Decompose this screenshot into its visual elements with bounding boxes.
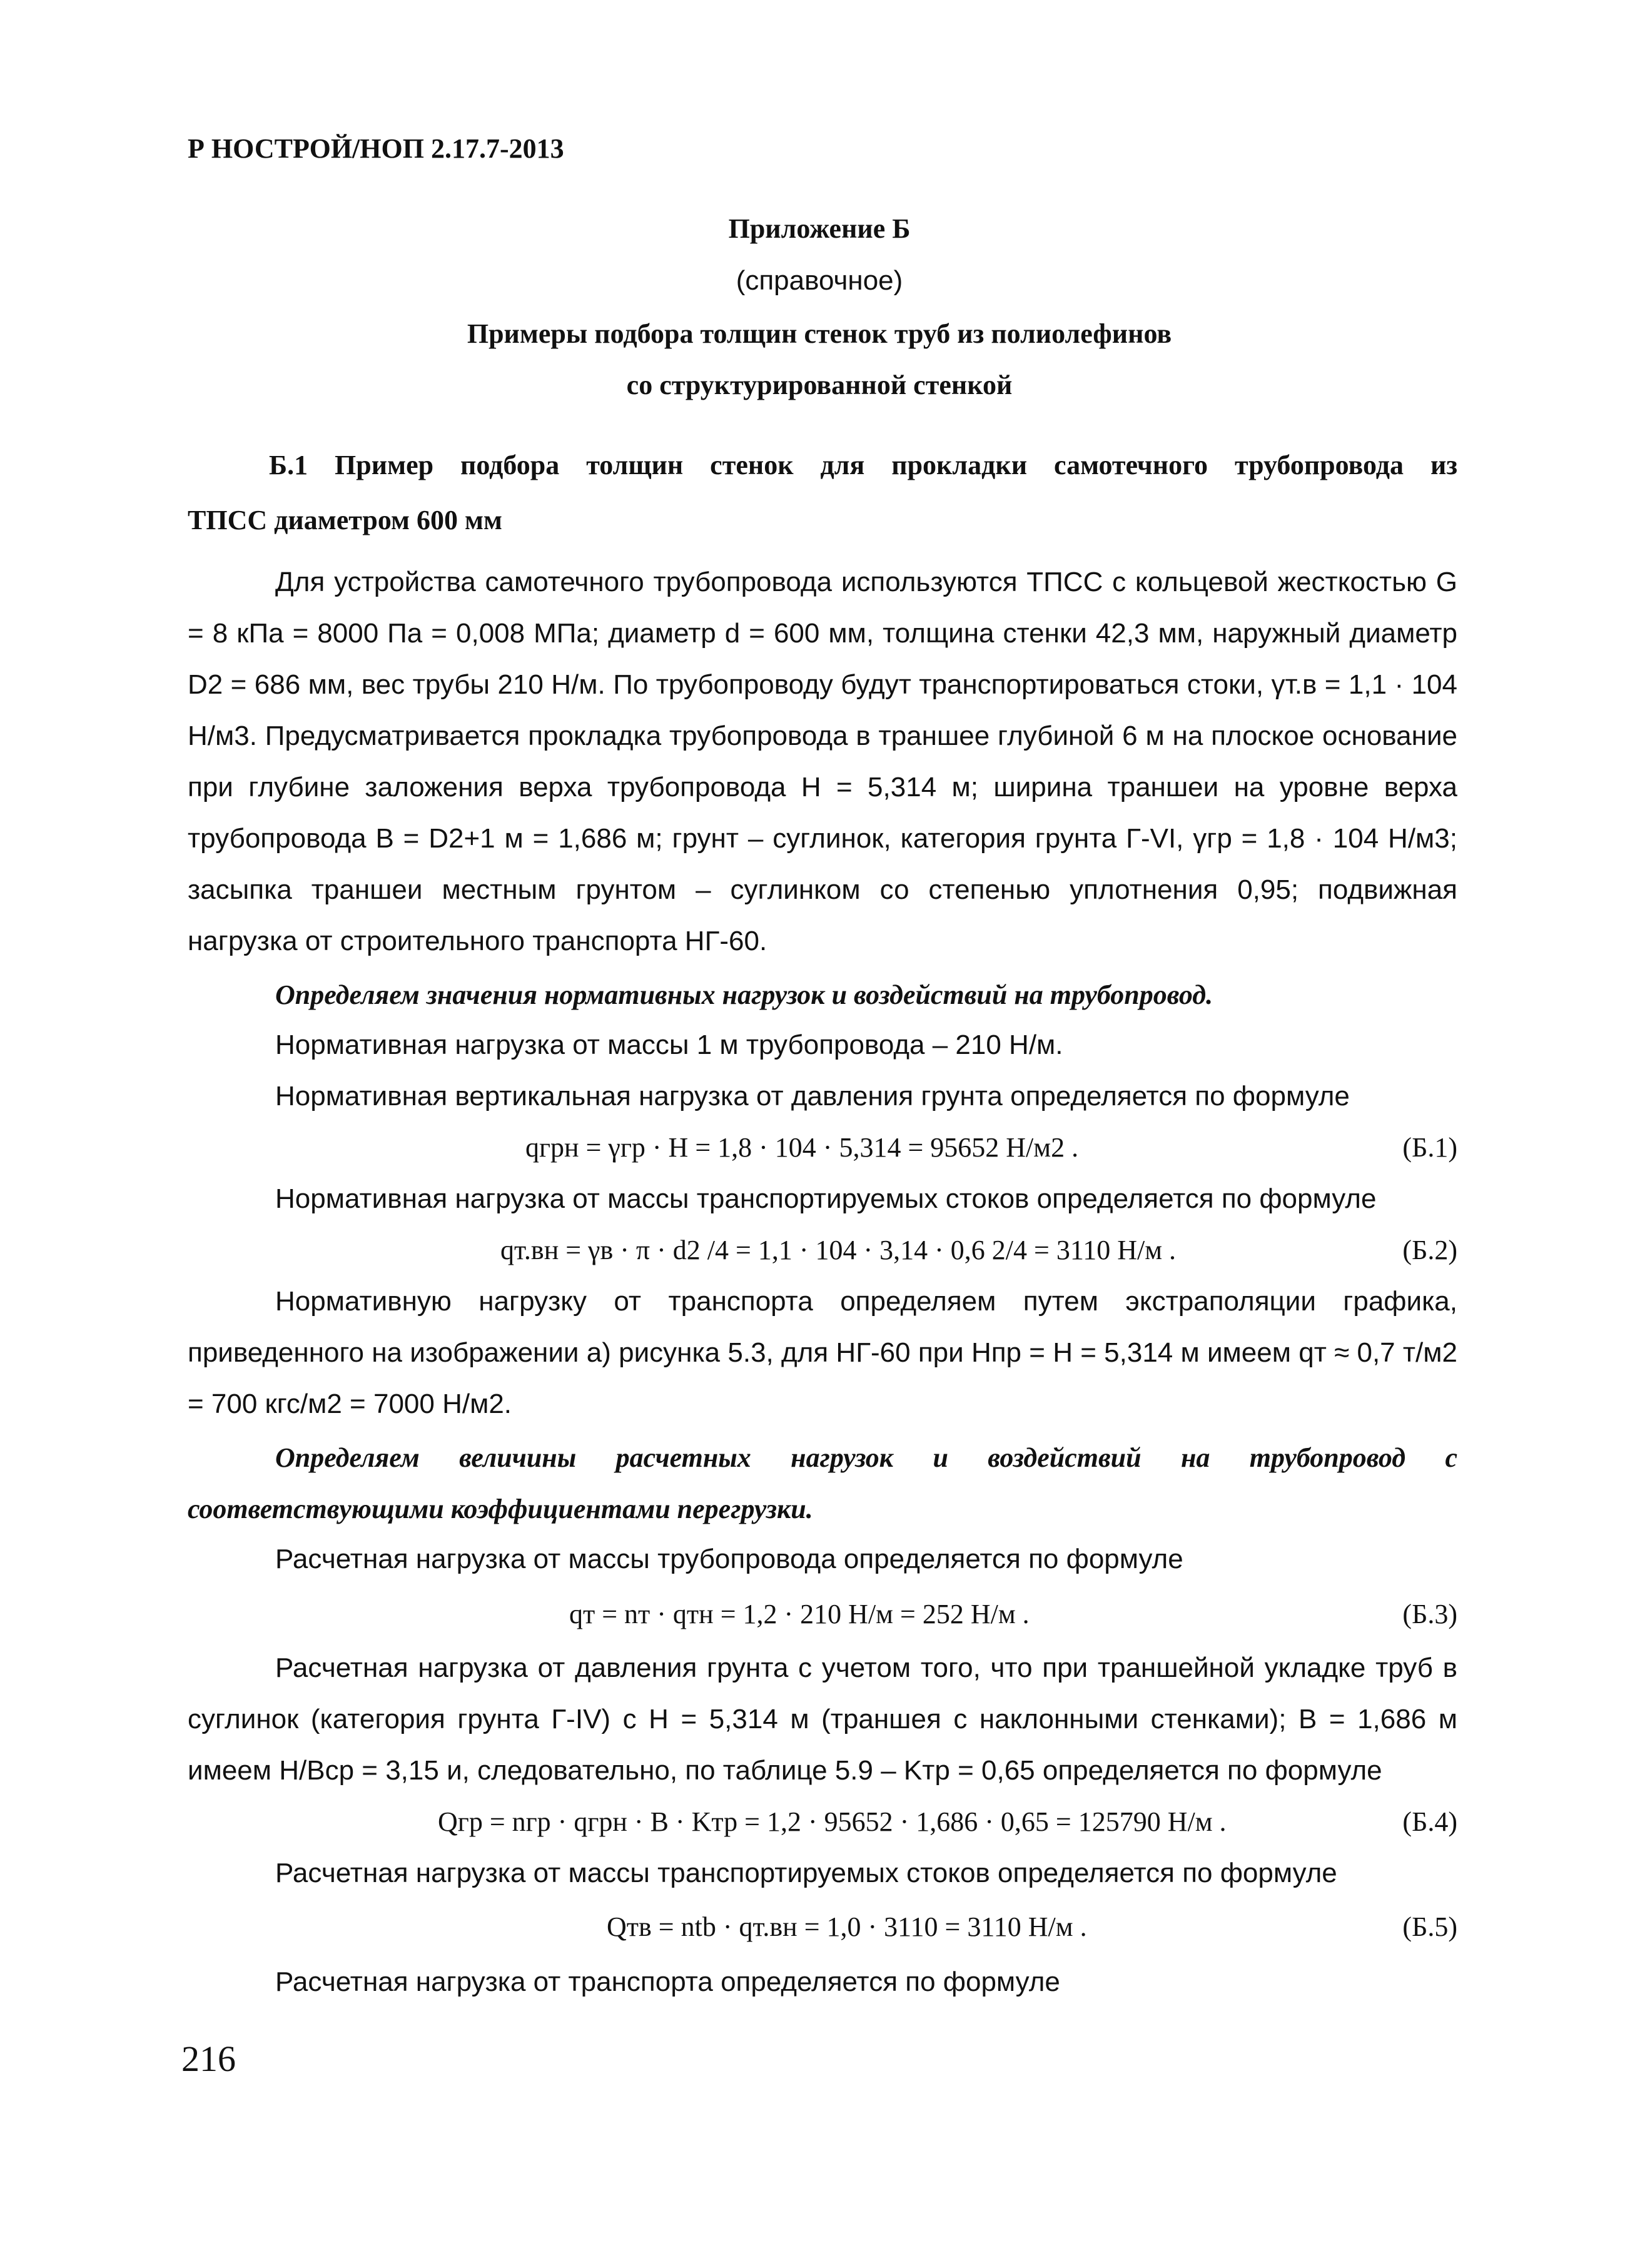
formula-b5-number: (Б.5) bbox=[1402, 1911, 1457, 1942]
text-norm-stock: Нормативная нагрузка от массы транспортируемых стоков определяется по формуле bbox=[275, 1183, 1377, 1214]
formula-b2 bbox=[188, 1225, 1457, 1276]
section-heading-line1: Б.1 Пример подбора толщин стенок для прокладки самотечного трубопровода из bbox=[269, 450, 1457, 480]
formula-b3-expression: qт = nт · qтн = 1,2 · 210 Н/м = 252 Н/м . bbox=[569, 1599, 1030, 1629]
intro-paragraph: Для устройства самотечного трубопровода используются ТПСС с кольцевой жесткостью G = 8 кПа = 8000 Па = 0,008 МПа; диаметр d = 600 мм, толщина стенки 42,3 мм, наружный диаметр D2 = 686 мм, вес трубы 210 Н/м. По трубопроводу будут транспортироваться стоки, γт.в = 1,1 · 104 Н/м3. Предусматривается прокладка трубопровода в траншее глубиной 6 м на плоское основание при глубине заложения верха трубопровода H = 5,314 м; ширина траншеи на уровне верха трубопровода B = D2+1 м = 1,686 м; грунт – суглинок, категория грунта Г-VI, γгр = 1,8 · 104 Н/м3; засыпка траншеи местным грунтом – суглинком со степенью уплотнения 0,95; подвижная нагрузка от строительного транспорта НГ-60. bbox=[188, 567, 1457, 956]
document-header: Р НОСТРОЙ/НОП 2.17.7-2013 bbox=[188, 133, 564, 164]
section-heading bbox=[188, 438, 1457, 548]
formula-b2-number: (Б.2) bbox=[1402, 1235, 1457, 1265]
formula-b4-number: (Б.4) bbox=[1402, 1806, 1457, 1837]
appendix-heading-line1: Примеры подбора толщин стенок труб из полиолефинов bbox=[467, 318, 1172, 349]
formula-b1-number: (Б.1) bbox=[1402, 1132, 1457, 1163]
formula-b2-expression: qт.вн = γв · π · d2 /4 = 1,1 · 104 · 3,14 · 0,6 2/4 = 3110 Н/м . bbox=[500, 1235, 1177, 1265]
formula-b1-expression: qгрн = γгр · H = 1,8 · 104 · 5,314 = 95652 Н/м2 . bbox=[525, 1132, 1079, 1163]
heading-design-loads: Определяем величины расчетных нагрузок и воздействий на трубопровод с соответствующими коэффициентами перегрузки. bbox=[188, 1442, 1457, 1524]
formula-b3 bbox=[188, 1589, 1457, 1640]
text-norm-mass: Нормативная нагрузка от массы 1 м трубопровода – 210 Н/м. bbox=[275, 1030, 1063, 1060]
appendix-heading-line2: со структурированной стенкой bbox=[626, 370, 1013, 400]
formula-b4-expression: Qгр = nгр · qгрн · B · Kтр = 1,2 · 95652 · 1,686 · 0,65 = 125790 Н/м . bbox=[438, 1806, 1227, 1837]
formula-b1 bbox=[188, 1122, 1457, 1173]
section-heading-line2: ТПСС диаметром 600 мм bbox=[188, 505, 502, 535]
heading-normative-loads: Определяем значения нормативных нагрузок и воздействий на трубопровод. bbox=[275, 980, 1213, 1010]
appendix-title: Приложение Б bbox=[728, 213, 911, 244]
text-design-stock: Расчетная нагрузка от массы транспортируемых стоков определяется по формуле bbox=[275, 1858, 1337, 1888]
formula-b4 bbox=[188, 1796, 1457, 1848]
appendix-subtitle: (справочное) bbox=[736, 265, 903, 296]
text-norm-transport: Нормативную нагрузку от транспорта определяем путем экстраполяции графика, приведенного на изображении а) рисунка 5.3, для НГ-60 при Hпр = H = 5,314 м имеем qт ≈ 0,7 т/м2 = 700 кгс/м2 = 7000 Н/м2. bbox=[188, 1286, 1457, 1419]
text-design-transport: Расчетная нагрузка от транспорта определяется по формуле bbox=[275, 1967, 1060, 1997]
text-norm-vertical: Нормативная вертикальная нагрузка от давления грунта определяется по формуле bbox=[275, 1081, 1350, 1111]
formula-b5-expression: Qтв = ntb · qт.вн = 1,0 · 3110 = 3110 Н/м . bbox=[607, 1911, 1087, 1942]
page-number: 216 bbox=[181, 2038, 236, 2079]
text-design-mass: Расчетная нагрузка от массы трубопровода определяется по формуле bbox=[275, 1544, 1183, 1574]
formula-b3-number: (Б.3) bbox=[1402, 1599, 1457, 1629]
text-design-soil: Расчетная нагрузка от давления грунта с учетом того, что при траншейной укладке труб в суглинок (категория грунта Г-IV) с H = 5,314 м (траншея с наклонными стенками); B = 1,686 м имеем H/Bср = 3,15 и, следовательно, по таблице 5.9 – Kтр = 0,65 определяется по формуле bbox=[188, 1653, 1457, 1786]
formula-b5 bbox=[188, 1901, 1457, 1953]
